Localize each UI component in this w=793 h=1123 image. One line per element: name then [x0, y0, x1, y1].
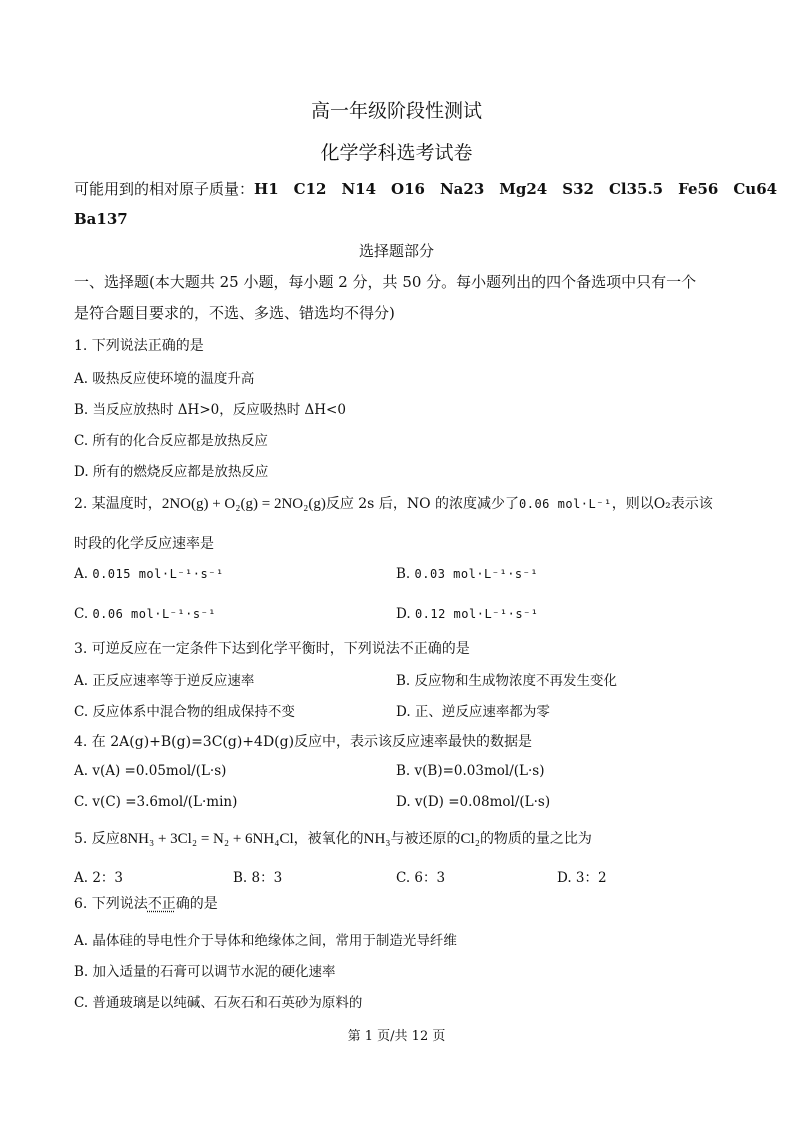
- q2-option-a-label: A.: [74, 566, 89, 582]
- atomic-masses-label: 可能用到的相对原子质量：: [74, 180, 255, 198]
- q2-option-c-value: 0.06 mol·L⁻¹·s⁻¹: [92, 607, 217, 621]
- q2-option-c: [74, 606, 216, 622]
- page-footer: 第 1 页/共 12 页: [347, 1029, 446, 1044]
- q5-option-a: A. 2：3: [74, 870, 124, 886]
- q2-option-b: [396, 566, 538, 582]
- q5-option-c: C. 6：3: [396, 870, 446, 886]
- q2-option-d-value: 0.12 mol·L⁻¹·s⁻¹: [414, 607, 539, 621]
- q5-stem: [74, 828, 592, 848]
- q2-stem-prefix: 2. 某温度时，: [74, 496, 162, 512]
- q5-equation: 8NH₃ + 3Cl₂ = N₂ + 6NH₄Cl: [119, 831, 294, 847]
- instructions-line1: 一、选择题(本大题共 25 小题，每小题 2 分，共 50 分。每小题列出的四个备选项中只有一个: [74, 273, 697, 291]
- q5-species-1: NH₃: [363, 831, 391, 847]
- q3-option-a: A. 正反应速率等于逆反应速率: [74, 673, 255, 689]
- q1-option-a: A. 吸热反应使环境的温度升高: [74, 371, 255, 387]
- atomic-masses-cont: Ba137: [74, 210, 128, 228]
- page-title: 高一年级阶段性测试: [310, 100, 482, 122]
- q6-stem: [74, 893, 218, 913]
- q2-option-d-label: D.: [396, 606, 411, 622]
- q4-option-d: D. v(D) =0.08mol/(L·s): [396, 794, 551, 810]
- q6-option-b: B. 加入适量的石膏可以调节水泥的硬化速率: [74, 964, 336, 980]
- instructions-line2: 是符合题目要求的，不选、多选、错选均不得分): [74, 304, 395, 322]
- q2-stem-line2: 时段的化学反应速率是: [74, 536, 214, 552]
- q2-option-a: [74, 566, 224, 582]
- q6-stem-emphasis: 不正: [147, 896, 176, 912]
- q5-species-2: Cl₂: [460, 831, 480, 847]
- q5-option-b: B. 8：3: [233, 870, 283, 886]
- q2-stem-mid: 反应 2s 后，NO 的浓度减少了: [325, 496, 519, 512]
- section-title: 选择题部分: [358, 242, 434, 260]
- q5-stem-mid2: 与被还原的: [390, 831, 461, 847]
- q5-stem-prefix: 5. 反应: [74, 831, 120, 847]
- q2-option-b-label: B.: [396, 566, 411, 582]
- q2-stem-suffix: ，则以O₂表示该: [611, 496, 713, 512]
- q2-stem: [74, 493, 713, 513]
- q1-stem: 1. 下列说法正确的是: [74, 338, 204, 354]
- q4-option-a: A. v(A) =0.05mol/(L·s): [74, 763, 227, 779]
- atomic-masses-values: H1 C12 N14 O16 Na23 Mg24 S32 Cl35.5 Fe56 Cu64: [254, 180, 778, 198]
- q3-option-b: B. 反应物和生成物浓度不再发生变化: [396, 673, 618, 689]
- q4-option-c: C. v(C) =3.6mol/(L·min): [74, 794, 238, 810]
- q6-option-c: C. 普通玻璃是以纯碱、石灰石和石英砂为原料的: [74, 995, 363, 1011]
- q2-concentration: 0.06 mol·L⁻¹: [519, 497, 612, 511]
- q2-option-c-label: C.: [74, 606, 89, 622]
- q2-option-b-value: 0.03 mol·L⁻¹·s⁻¹: [414, 567, 539, 581]
- q2-option-a-value: 0.015 mol·L⁻¹·s⁻¹: [92, 567, 224, 581]
- q1-option-c: C. 所有的化合反应都是放热反应: [74, 433, 268, 449]
- q2-option-d: [396, 606, 539, 622]
- q4-option-b: B. v(B)=0.03mol/(L·s): [396, 763, 545, 779]
- atomic-masses-line: [74, 178, 777, 199]
- q6-option-a: A. 晶体硅的导电性介于导体和绝缘体之间，常用于制造光导纤维: [74, 933, 457, 949]
- q2-equation: 2NO(g) + O₂(g) = 2NO₂(g): [161, 496, 326, 512]
- q4-stem: 4. 在 2A(g)+B(g)=3C(g)+4D(g)反应中，表示该反应速率最快的数据是: [74, 734, 533, 750]
- q6-stem-prefix: 6. 下列说法: [74, 896, 148, 912]
- q3-stem: 3. 可逆反应在一定条件下达到化学平衡时，下列说法不正确的是: [74, 641, 470, 657]
- q5-stem-mid: ，被氧化的: [293, 831, 364, 847]
- q5-option-d: D. 3：2: [557, 870, 607, 886]
- q1-option-b: B. 当反应放热时 ΔH>0，反应吸热时 ΔH<0: [74, 402, 346, 418]
- page-subtitle: 化学学科选考试卷: [320, 142, 473, 164]
- q3-option-c: C. 反应体系中混合物的组成保持不变: [74, 704, 295, 720]
- q1-option-d: D. 所有的燃烧反应都是放热反应: [74, 464, 269, 480]
- q5-stem-suffix: 的物质的量之比为: [479, 831, 592, 847]
- q6-stem-suffix: 确的是: [175, 896, 218, 912]
- q3-option-d: D. 正、逆反应速率都为零: [396, 704, 550, 720]
